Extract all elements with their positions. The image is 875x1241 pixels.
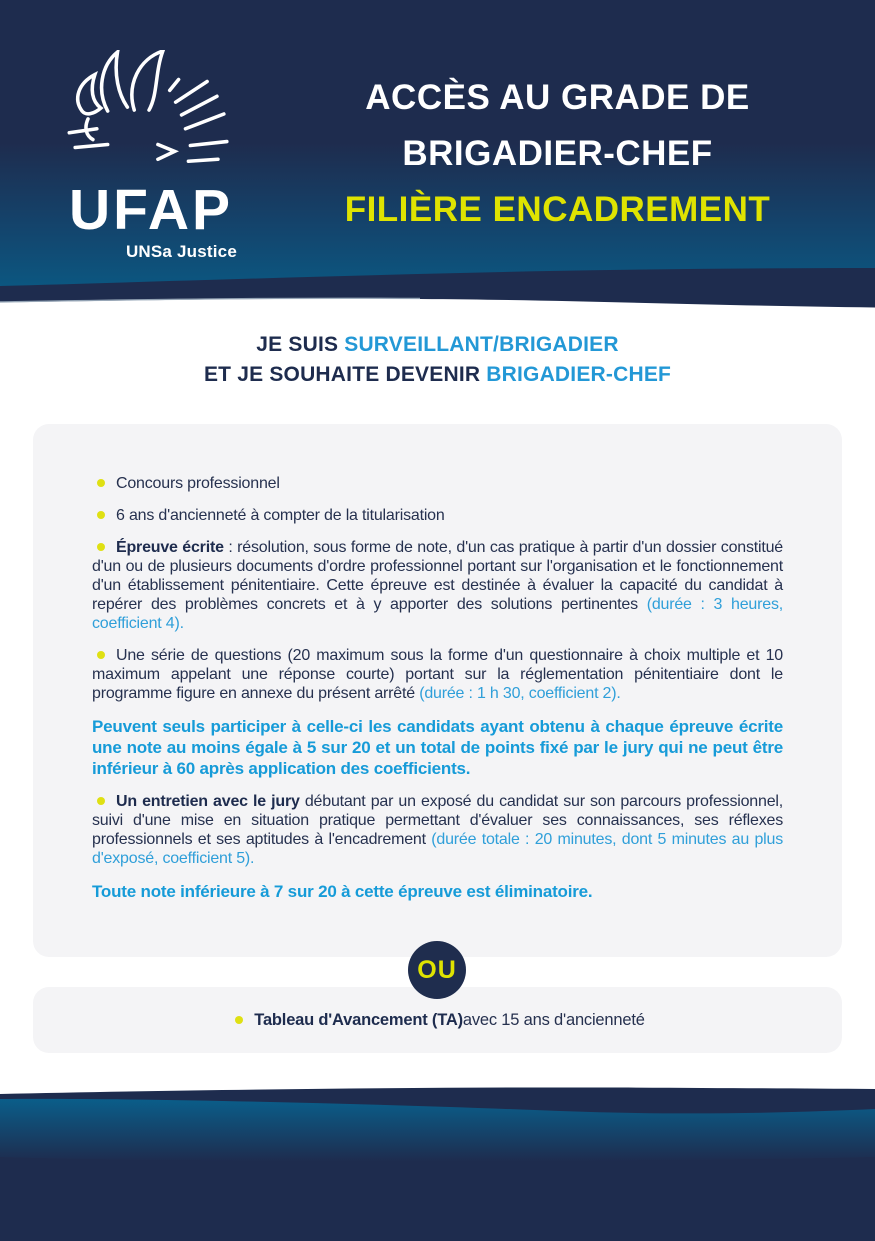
footer-wave-decoration <box>0 1085 875 1241</box>
list-item-paragraph <box>92 538 783 633</box>
header-wave-decoration <box>0 264 875 310</box>
intro-line2-text: ET JE SOUHAITE DEVENIR <box>203 363 487 386</box>
bullet-icon <box>235 1016 243 1024</box>
paragraph-text: Une série de questions (20 maximum sous la forme d'un questionnaire à choix multiple et 10 maximum appelant une réponse courte) portant sur la réglementation pénitentiaire dont le programme figure en annexe du présent arrêté <box>92 647 783 702</box>
title-line-2: BRIGADIER-CHEF <box>402 134 713 173</box>
intro-line1-text: JE SUIS <box>256 333 345 356</box>
bullet-icon <box>97 543 105 551</box>
list-item-paragraph <box>92 792 783 868</box>
paragraph-text: : résolution, sous forme de note, d'un cas pratique à partir d'un dossier constitué d'un ou de plusieurs documents d'ordre professionnel portant sur l'organisation et le fonctionnement d'un établissement pénitentiaire. Cette épreuve est destinée à évaluer la capacité du candidat à repérer des problèmes concrets et à y apporter des solutions pertinentes <box>92 539 784 613</box>
title-line-3: FILIÈRE ENCADREMENT <box>344 190 771 229</box>
paragraph-duration: (durée totale : 20 minutes, dont 5 minutes au plus d'exposé, coefficient 5). <box>92 831 783 867</box>
advancement-bold: Tableau d'Avancement (TA) <box>254 1010 463 1029</box>
logo-text: UFAP <box>68 178 234 242</box>
paragraph-bold-lead: Épreuve écrite <box>116 539 224 556</box>
conditions-card <box>33 424 842 957</box>
paragraph-text: débutant par un exposé du candidat sur son parcours professionnel, suivi d'une mise en situation pratique permettant d'évaluer ses connaissances, ses réflexes professionnels et ses aptitudes à l'encadrement <box>92 793 784 848</box>
paragraph-duration: (durée : 3 heures, coefficient 4). <box>92 596 783 632</box>
bullet-icon <box>97 511 105 519</box>
highlight-note: Toute note inférieure à 7 sur 20 à cette épreuve est éliminatoire. <box>92 882 593 901</box>
title-line-1: ACCÈS AU GRADE DE <box>365 78 750 117</box>
list-item-text: 6 ans d'ancienneté à compter de la titularisation <box>116 507 445 524</box>
paragraph-duration: (durée : 1 h 30, coefficient 2). <box>419 685 621 702</box>
page-title <box>240 70 875 238</box>
intro-line2-accent: BRIGADIER-CHEF <box>486 363 672 386</box>
intro-line-1 <box>0 330 875 360</box>
logo-subtext: UNSa Justice <box>125 242 237 261</box>
intro-line-2 <box>0 360 875 390</box>
bullet-icon <box>97 651 105 659</box>
ufap-bird-icon <box>63 50 239 178</box>
highlight-note: Peuvent seuls participer à celle-ci les candidats ayant obtenu à chaque épreuve écrite une note au moins égale à 5 sur 20 et un total de points fixé par le jury qui ne peut être inférieur à 60 après application des coefficients. <box>92 717 783 778</box>
or-separator-badge <box>408 941 466 999</box>
bullet-icon <box>97 479 105 487</box>
bullet-icon <box>97 797 105 805</box>
or-separator-label: OU <box>417 955 457 984</box>
advancement-text: avec 15 ans d'ancienneté <box>462 1010 645 1029</box>
intro-line1-accent: SURVEILLANT/BRIGADIER <box>344 333 619 356</box>
list-item-paragraph <box>92 646 783 703</box>
paragraph-bold-lead: Un entretien avec le jury <box>116 793 300 810</box>
list-item <box>92 506 783 525</box>
ufap-logo <box>63 50 239 268</box>
list-item-text: Concours professionnel <box>116 475 280 492</box>
list-item <box>92 474 783 493</box>
header-banner <box>0 0 875 310</box>
intro-statement <box>0 330 875 390</box>
